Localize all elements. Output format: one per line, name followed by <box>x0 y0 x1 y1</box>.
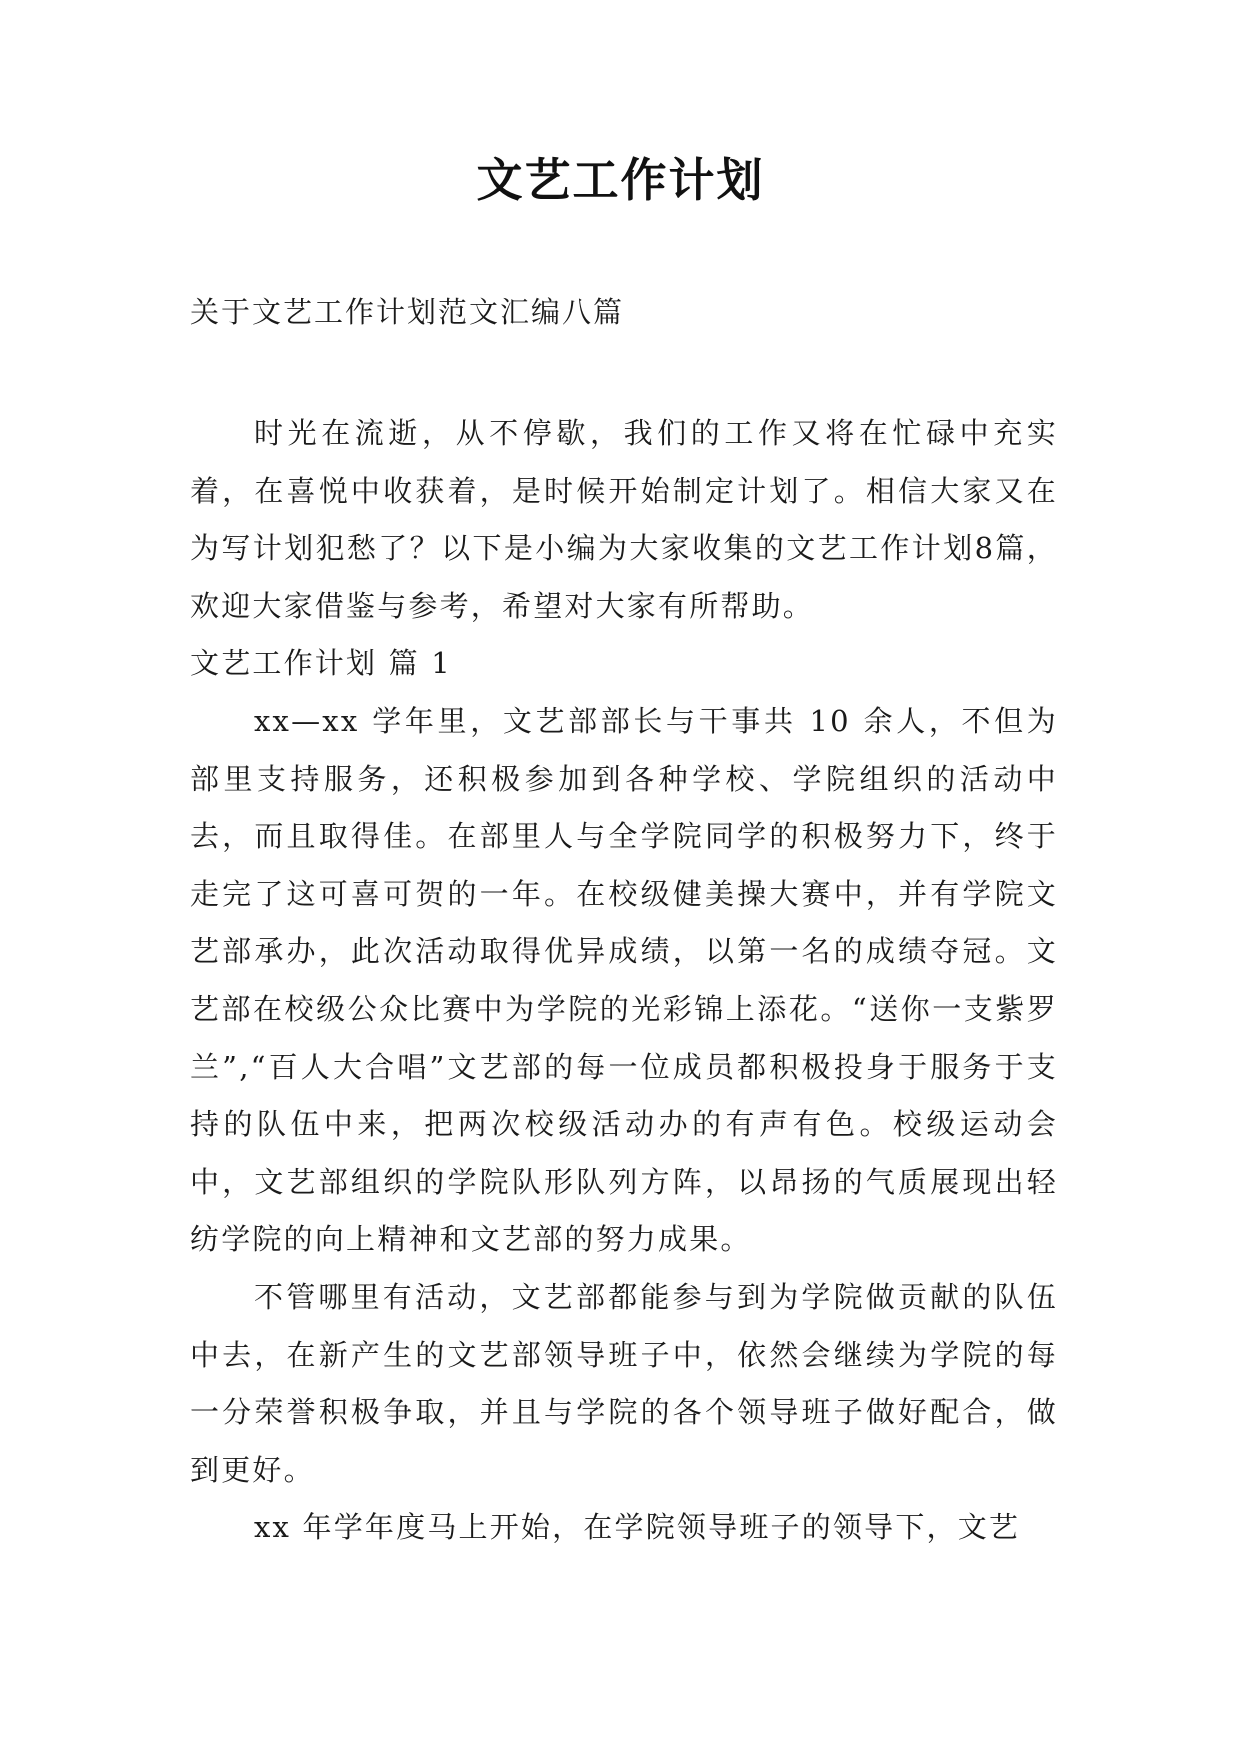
body-paragraph: xx 年学年度马上开始，在学院领导班子的领导下，文艺 <box>254 1510 1021 1545</box>
section-heading: 文艺工作计划 篇 1 <box>190 646 452 681</box>
document-title: 文艺工作计划 <box>476 153 765 207</box>
body-paragraph: xx—xx 学年里，文艺部部长与干事共 10 余人，不但为部里支持服务，还积极参加到各种学校、学院组织的活动中去，而且取得佳。在部里人与全学院同学的积极努力下，终于走完了这可喜可贺的一年。在校级健美操大赛中，并有学院文艺部承办，此次活动取得优异成绩，以第一名的成绩夺冠。文艺部在校级公众比赛中为学院的光彩锦上添花。“送你一支紫罗兰”,“百人大合唱”文艺部的每一位成员都积极投身于服务于支持的队伍中来，把两次校级活动办的有声有色。校级运动会中，文艺部组织的学院队形队列方阵，以昂扬的气质展现出轻纺学院的向上精神和文艺部的努力成果。 <box>190 703 1058 1257</box>
intro-paragraph: 时光在流逝，从不停歇，我们的工作又将在忙碌中充实着，在喜悦中收获着，是时候开始制定计划了。相信大家又在为写计划犯愁了？以下是小编为大家收集的文艺工作计划8篇，欢迎大家借鉴与参考，希望对大家有所帮助。 <box>190 416 1058 623</box>
document-body <box>190 405 1058 1557</box>
body-paragraph: 不管哪里有活动，文艺部都能参与到为学院做贡献的队伍中去，在新产生的文艺部领导班子中，依然会继续为学院的每一分荣誉积极争取，并且与学院的各个领导班子做好配合，做到更好。 <box>190 1279 1058 1487</box>
document-subtitle: 关于文艺工作计划范文汇编八篇 <box>190 295 625 329</box>
